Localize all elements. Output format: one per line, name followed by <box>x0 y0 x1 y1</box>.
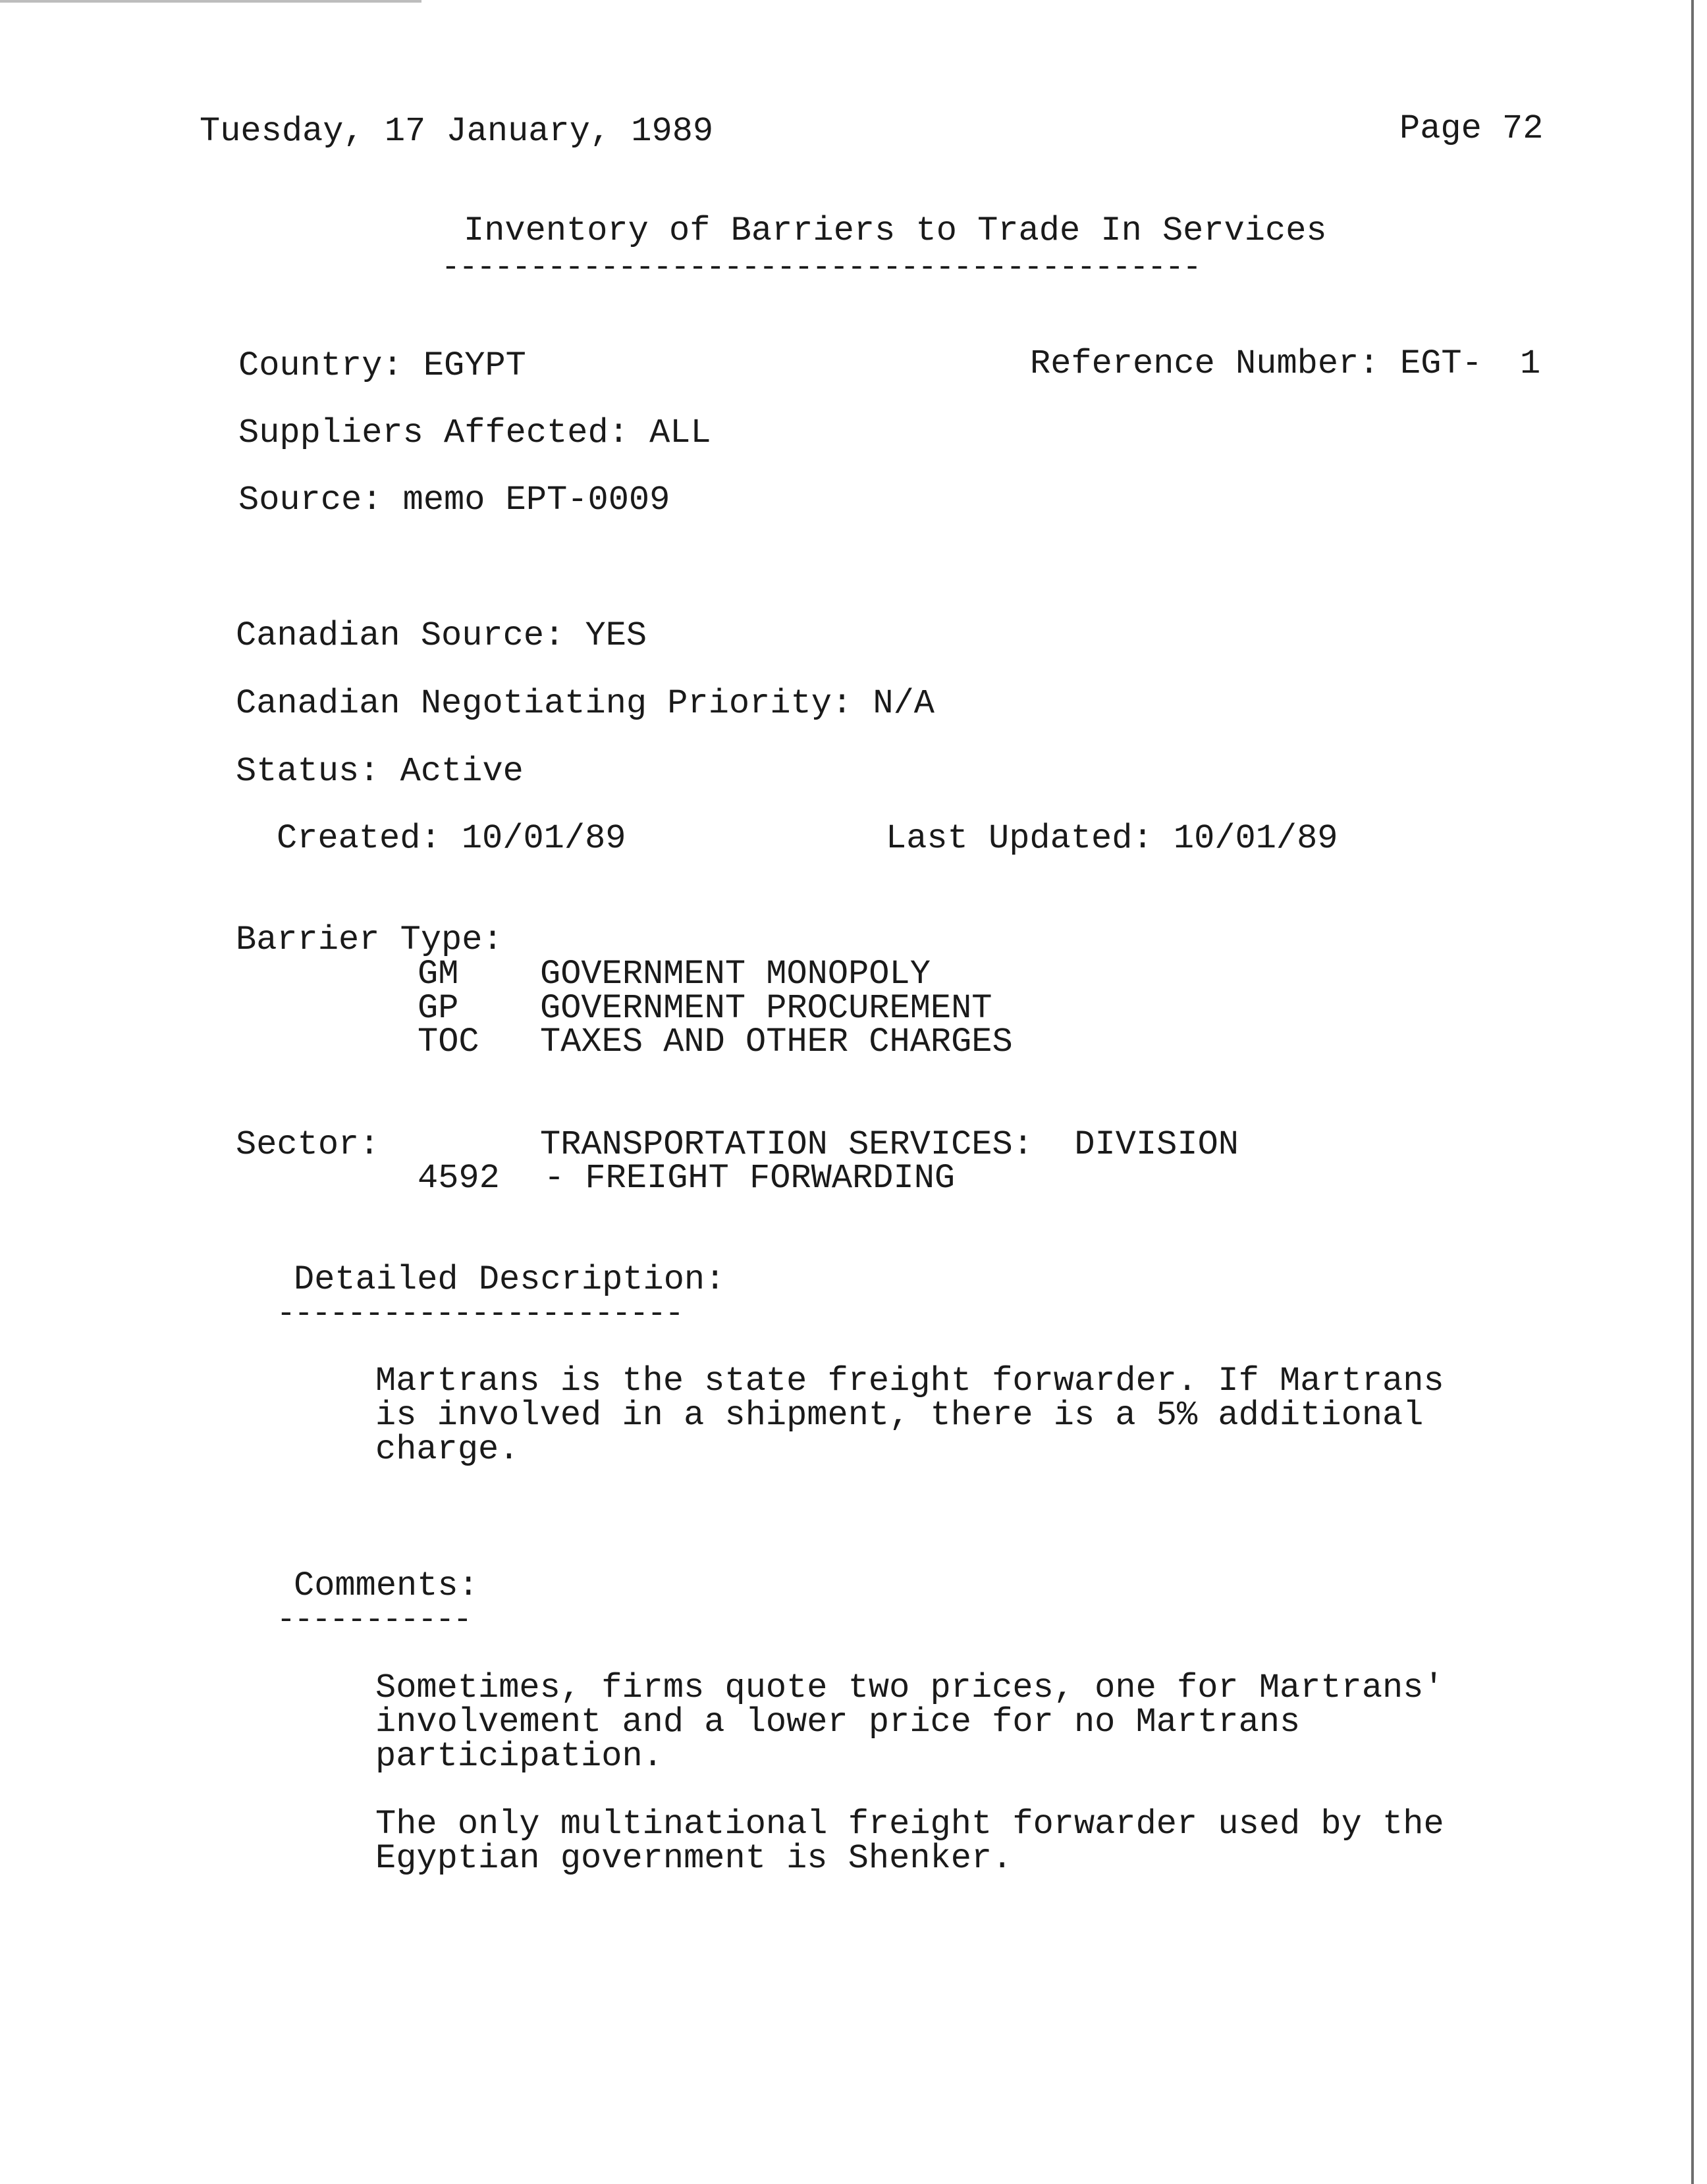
comment-paragraph: Sometimes, firms quote two prices, one for Martrans' involvement and a lower price for no Martrans participation. <box>375 1668 1444 1776</box>
barrier-type-label: Barrier Type: <box>236 920 503 959</box>
comments-heading: Comments: <box>294 1566 479 1605</box>
print-date: Tuesday, 17 January, 1989 <box>200 112 714 151</box>
country-field: Country: EGYPT <box>238 346 526 385</box>
description-underline: ----------------------- <box>277 1296 683 1332</box>
comments-underline: ----------- <box>277 1603 471 1638</box>
reference-number: 1 <box>1520 344 1541 383</box>
page-number: Page 72 <box>1399 109 1544 148</box>
barrier-code-gm: GM <box>418 955 459 994</box>
sector-name: - FREIGHT FORWARDING <box>544 1159 956 1198</box>
suppliers-affected-field: Suppliers Affected: ALL <box>238 413 711 452</box>
barrier-code-toc: TOC <box>418 1023 479 1061</box>
description-heading: Detailed Description: <box>294 1260 726 1299</box>
barrier-name-gp: GOVERNMENT PROCUREMENT <box>540 989 992 1028</box>
last-updated-field: Last Updated: 10/01/89 <box>886 819 1338 858</box>
scan-right-edge <box>1691 0 1694 2184</box>
title-underline: ------------------------------------------- <box>441 250 1201 286</box>
canadian-source-field: Canadian Source: YES <box>236 616 647 655</box>
barrier-name-gm: GOVERNMENT MONOPOLY <box>540 955 931 994</box>
comment-paragraph: The only multinational freight forwarder used by the Egyptian government is Shenker. <box>375 1805 1444 1878</box>
created-date-field: Created: 10/01/89 <box>277 819 626 858</box>
description-text: Martrans is the state freight forwarder. If Martrans is involved in a shipment, there is a 5% additional charge. <box>375 1362 1444 1469</box>
document-title: Inventory of Barriers to Trade In Services <box>464 211 1327 250</box>
source-field: Source: memo EPT-0009 <box>238 481 670 519</box>
sector-code: 4592 <box>418 1159 500 1198</box>
reference-value: EGT- <box>1400 344 1482 383</box>
barrier-name-toc: TAXES AND OTHER CHARGES <box>540 1023 1013 1061</box>
scan-top-edge <box>0 0 421 3</box>
barrier-code-gp: GP <box>418 989 459 1028</box>
status-field: Status: Active <box>236 752 524 791</box>
sector-division: TRANSPORTATION SERVICES: DIVISION <box>540 1125 1239 1164</box>
reference-label: Reference Number: <box>1030 344 1380 383</box>
negotiating-priority-field: Canadian Negotiating Priority: N/A <box>236 684 935 723</box>
sector-label: Sector: <box>236 1125 380 1164</box>
